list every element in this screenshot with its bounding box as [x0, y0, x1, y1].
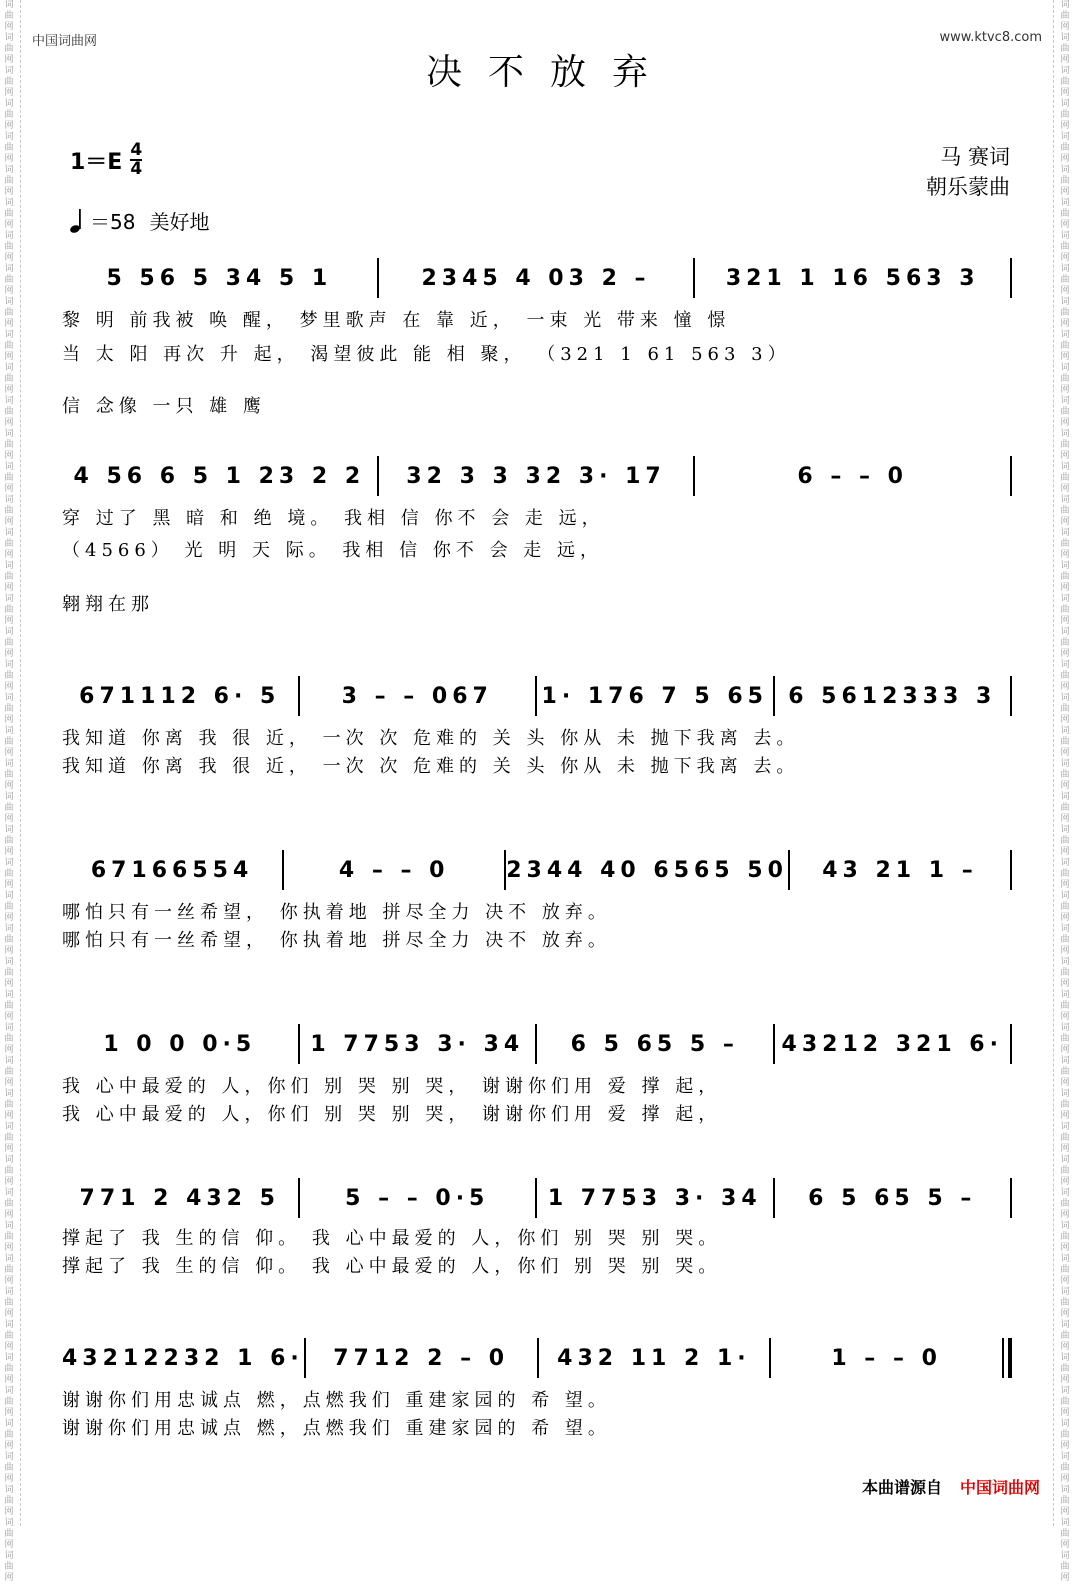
measure: 2345 4 03 2 –: [421, 265, 651, 291]
right-watermark-strip: 词曲网词曲网词曲网词曲网词曲网词曲网词曲网词曲网词曲网词曲网词曲网词曲网词曲网词曲网词曲网词曲网词曲网词曲网词曲网词曲网词曲网词曲网词曲网词曲网词曲网词曲网词曲网词曲网词曲网词曲网词曲网词曲网词曲网词曲网词曲网词曲网词曲网词曲网词曲网词曲网词曲网词曲网词曲网词曲网词曲网词曲网词曲网词曲网: [1060, 0, 1070, 1583]
measure: 6 5612333 3: [788, 683, 997, 709]
measure: 6 5 65 5 –: [808, 1185, 977, 1211]
lyric-line: 我 心中最爱的 人，你们 别 哭 别 哭， 谢谢你们用 爱 撑 起，: [62, 1104, 722, 1125]
quarter-note-icon: [70, 208, 84, 234]
source-footer: [862, 1475, 1040, 1498]
measure: 7712 2 – 0: [333, 1345, 510, 1371]
measure: 4 – – 0: [338, 857, 450, 883]
notation-line: [62, 1178, 1012, 1218]
site-name-top-left: 中国词曲网: [32, 34, 98, 49]
credits: [926, 142, 1010, 202]
final-barline-thick: [1008, 1338, 1012, 1378]
key-signature: [70, 142, 142, 178]
measure: 3 – – 067: [341, 683, 493, 709]
composer: 朝乐蒙曲: [926, 175, 1010, 199]
lyric-line: 翱翔在那: [62, 594, 154, 615]
barline: [1010, 456, 1012, 496]
measure: 671112 6· 5: [79, 683, 281, 709]
barline: [1010, 1178, 1012, 1218]
measure: 1 7753 3· 34: [547, 1185, 762, 1211]
expression-mark: 美好地: [149, 210, 210, 234]
notation-line: [62, 850, 1012, 890]
final-barline-thin: [1002, 1338, 1004, 1378]
notation-line: [62, 1338, 1012, 1378]
lyric-line: 撑起了 我 生的信 仰。 我 心中最爱的 人，你们 别 哭 别 哭。: [62, 1256, 722, 1277]
measure: 6 5 65 5 –: [570, 1031, 739, 1057]
time-signature: [130, 142, 142, 178]
source-label: 本曲谱源自: [861, 1478, 942, 1497]
time-top: 4: [130, 140, 143, 160]
lyric-line: 黎 明 前我被 唤 醒， 梦里歌声 在 靠 近， 一束 光 带来 憧 憬: [62, 310, 731, 331]
lyric-line: 信 念像 一只 雄 鹰: [62, 396, 266, 417]
measure: 1 0 0 0·5: [103, 1031, 257, 1057]
measure: 2344 40 6565 50: [506, 857, 788, 883]
lyric-line: 谢谢你们用忠诚点 燃，点燃我们 重建家园的 希 望。: [62, 1390, 611, 1411]
measure: 1· 176 7 5 65: [541, 683, 768, 709]
notation-line: [62, 258, 1012, 298]
source-brand-link[interactable]: 中国词曲网: [959, 1478, 1040, 1497]
lyric-line: 我 心中最爱的 人，你们 别 哭 别 哭， 谢谢你们用 爱 撑 起，: [62, 1076, 722, 1097]
notation-line: [62, 456, 1012, 496]
measure: 4 56 6 5 1 23 2 2: [73, 463, 366, 489]
key-text: 1＝E: [70, 149, 123, 175]
measure: 32 3 3 32 3· 17: [406, 463, 666, 489]
measure: 432 11 2 1·: [557, 1345, 751, 1371]
left-watermark-strip: 词曲网词曲网词曲网词曲网词曲网词曲网词曲网词曲网词曲网词曲网词曲网词曲网词曲网词曲网词曲网词曲网词曲网词曲网词曲网词曲网词曲网词曲网词曲网词曲网词曲网词曲网词曲网词曲网词曲网词曲网词曲网词曲网词曲网词曲网词曲网词曲网词曲网词曲网词曲网词曲网词曲网词曲网词曲网词曲网词曲网词曲网词曲网词曲网: [4, 0, 14, 1583]
right-dashed-border: [1053, 0, 1054, 1526]
measure: 43212232 1 6·: [62, 1345, 304, 1371]
lyric-line: 撑起了 我 生的信 仰。 我 心中最爱的 人，你们 别 哭 别 哭。: [62, 1228, 722, 1249]
measure: 1 7753 3· 34: [310, 1031, 525, 1057]
lyric-line: 当 太 阳 再次 升 起， 渴望彼此 能 相 聚， （321 1 61 563 3）: [62, 344, 791, 365]
notation-line: [62, 676, 1012, 716]
notation-line: [62, 1024, 1012, 1064]
lyric-line: （4566） 光 明 天 际。 我相 信 你不 会 走 远，: [62, 540, 604, 561]
song-title: 决不放弃: [425, 52, 674, 93]
measure: 771 2 432 5: [79, 1185, 280, 1211]
left-dashed-border: [20, 0, 21, 1526]
lyric-line: 哪怕只有一丝希望， 你执着地 拼尽全力 决不 放弃。: [62, 930, 611, 951]
measure: 5 – – 0·5: [345, 1185, 490, 1211]
lyric-line: 穿 过了 黑 暗 和 绝 境。 我相 信 你不 会 走 远，: [62, 508, 605, 529]
tempo-value: ＝58: [90, 210, 136, 234]
measure: 5 56 5 34 5 1: [106, 265, 333, 291]
barline: [1010, 676, 1012, 716]
barline: [1010, 1024, 1012, 1064]
lyricist: 马 赛词: [940, 145, 1010, 169]
measure: 43 21 1 –: [822, 857, 978, 883]
site-url-top-right: www.ktvc8.com: [939, 30, 1042, 45]
lyric-line: 哪怕只有一丝希望， 你执着地 拼尽全力 决不 放弃。: [62, 902, 611, 923]
measure: 67166554: [90, 857, 254, 883]
barline: [1010, 850, 1012, 890]
lyric-line: 我知道 你离 我 很 近， 一次 次 危难的 关 头 你从 未 抛下我离 去。: [62, 728, 800, 749]
lyric-line: 谢谢你们用忠诚点 燃，点燃我们 重建家园的 希 望。: [62, 1418, 611, 1439]
time-bottom: 4: [130, 159, 143, 179]
lyric-line: 我知道 你离 我 很 近， 一次 次 危难的 关 头 你从 未 抛下我离 去。: [62, 756, 800, 777]
measure: 43212 321 6·: [781, 1031, 1003, 1057]
measure: 1 – – 0: [831, 1345, 942, 1371]
tempo-marking: [70, 206, 209, 235]
measure: 321 1 16 563 3: [725, 265, 980, 291]
barline: [1010, 258, 1012, 298]
measure: 6 – – 0: [797, 463, 908, 489]
